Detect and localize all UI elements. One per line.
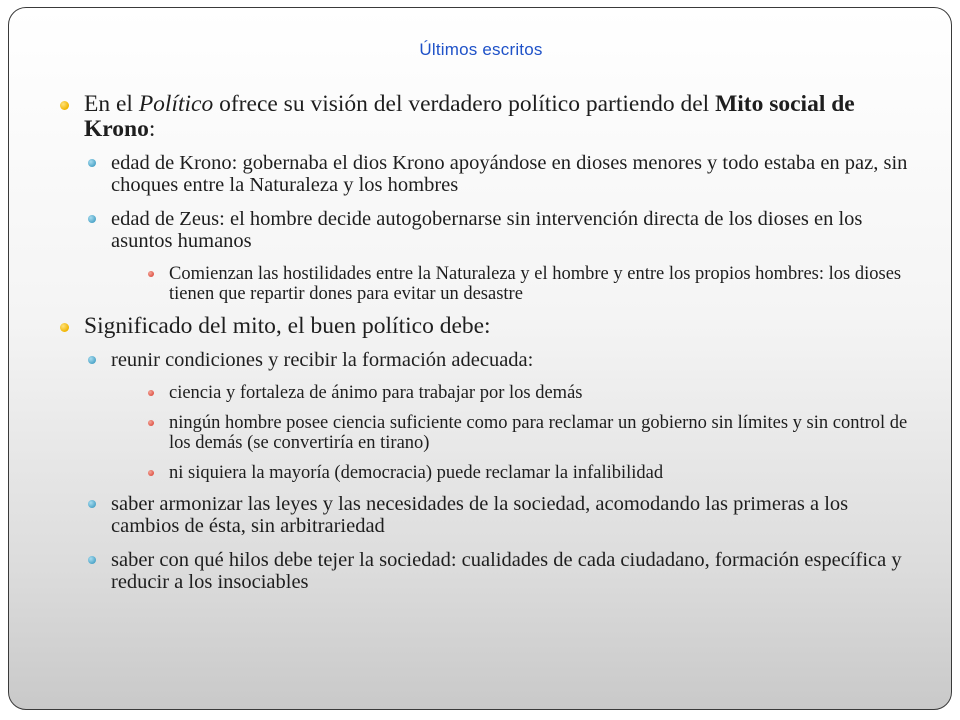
bullet-edad-krono (84, 152, 915, 196)
bullet-text: saber armonizar las leyes y las necesidades de la sociedad, acomodando las primeras a los cambios de ésta, sin arbitrariedad (111, 493, 849, 537)
bullet-reunir-condiciones (84, 349, 915, 371)
bullet-hostilidades (143, 264, 915, 304)
bullet-ciencia-fortaleza (143, 383, 915, 403)
bullet-text-bold: Mito social de Krono (84, 91, 855, 142)
bullet-dot-icon (60, 101, 69, 110)
bullet-text: saber con qué hilos debe tejer la sociedad: cualidades de cada ciudadano, formación específica y reducir a los insociables (111, 549, 902, 593)
slide-title: Últimos escritos (419, 40, 543, 59)
bullet-text: Comienzan las hostilidades entre la Naturaleza y el hombre y entre los propios hombres: los dioses tienen que repartir dones para evitar un desastre (169, 264, 902, 304)
bullet-dot-icon (148, 420, 154, 426)
bullet-tejer-sociedad (84, 549, 915, 593)
bullet-text: ningún hombre posee ciencia suficiente como para reclamar un gobierno sin límites y sin control de los demás (se convertiría en tirano) (169, 413, 908, 453)
bullet-text-post: : (148, 116, 156, 142)
bullet-text: ni siquiera la mayoría (democracia) puede reclamar la infalibilidad (169, 463, 664, 483)
bullet-armonizar-leyes (84, 493, 915, 537)
slide (8, 7, 952, 710)
bullet-dot-icon (148, 271, 154, 277)
bullet-politico (55, 92, 915, 142)
bullet-dot-icon (88, 159, 96, 167)
bullet-dot-icon (148, 470, 154, 476)
bullet-edad-zeus (84, 208, 915, 252)
bullet-text: edad de Krono: gobernaba el dios Krono apoyándose en dioses menores y todo estaba en paz, sin choques entre la Naturaleza y los hombres (111, 152, 908, 196)
bullet-text-italic: Político (138, 91, 214, 117)
slide-content (55, 92, 915, 605)
bullet-significado (55, 314, 915, 339)
bullet-text: reunir condiciones y recibir la formación adecuada: (111, 349, 534, 371)
bullet-text: Significado del mito, el buen político debe: (84, 313, 491, 339)
bullet-dot-icon (88, 500, 96, 508)
bullet-text-pre: En el (84, 91, 139, 117)
bullet-text: ciencia y fortaleza de ánimo para trabajar por los demás (169, 383, 583, 403)
bullet-text-mid: ofrece su visión del verdadero político partiendo del (213, 91, 716, 117)
bullet-dot-icon (88, 556, 96, 564)
bullet-mayoria (143, 463, 915, 483)
bullet-dot-icon (88, 356, 96, 364)
bullet-dot-icon (88, 215, 96, 223)
bullet-ningun-hombre (143, 413, 915, 453)
bullet-dot-icon (60, 323, 69, 332)
bullet-dot-icon (148, 390, 154, 396)
bullet-text: edad de Zeus: el hombre decide autogobernarse sin intervención directa de los dioses en los asuntos humanos (111, 208, 863, 252)
